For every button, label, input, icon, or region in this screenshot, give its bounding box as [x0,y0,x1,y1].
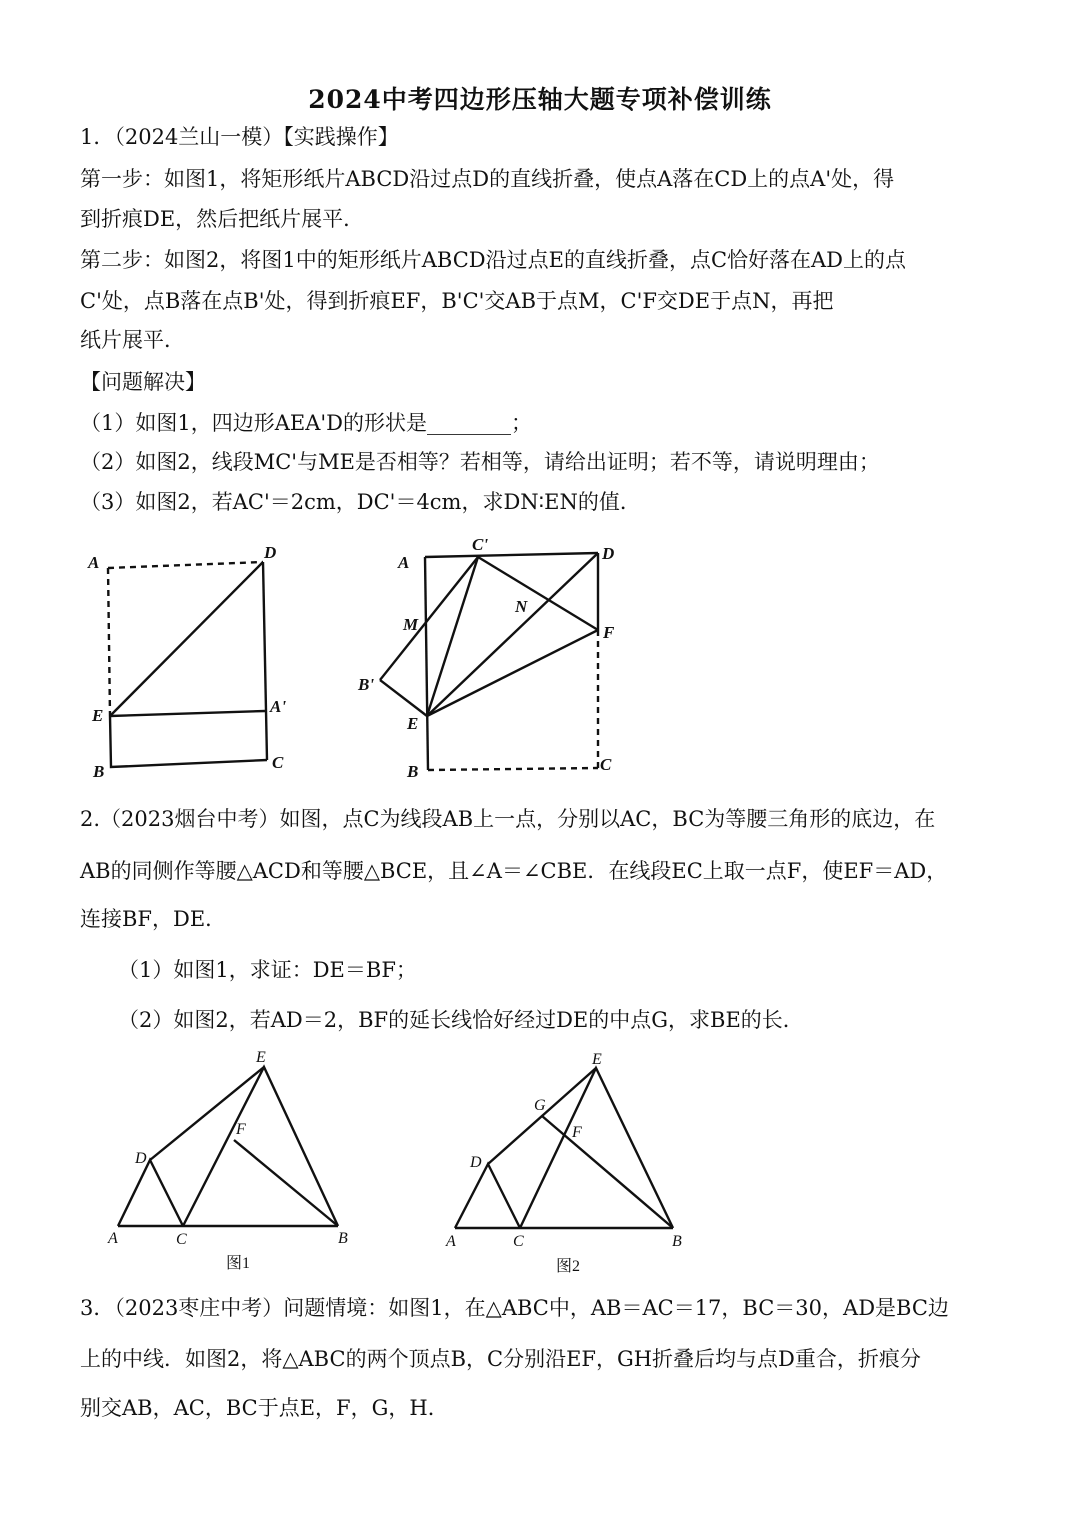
q1-sub2: （2）如图2，线段MC'与ME是否相等？若相等，请给出证明；若不等，请说明理由； [80,450,880,474]
q1f2-label-b: B [407,762,419,781]
q1f2-label-b2: B' [358,675,375,694]
q2f2-label-c: C [513,1233,524,1250]
q2f2-label-a: A [446,1233,456,1250]
q1-step2-line1: 第二步：如图2，将图1中的矩形纸片ABCD沿过点E的直线折叠，点C恰好落在AD上的点 [80,248,907,272]
q2f2-segment-bg [542,1116,673,1228]
q2f2-label-e: E [592,1051,602,1068]
q2-line3: 连接BF，DE． [80,907,227,931]
q1-sub1: （1）如图1，四边形AEA'D的形状是________； [80,411,532,435]
q1-step2-line2: C'处，点B落在点B'处，得到折痕EF，B'C'交AB于点M，C'F交DE于点N，再把 [80,289,834,313]
q1f2-label-f: F [603,623,615,642]
q2f1-label-e: E [256,1049,266,1066]
q2f2-label-d: D [470,1154,482,1171]
q3-line2: 上的中线．如图2，将△ABC的两个顶点B，C分别沿EF，GH折叠后均与点D重合，折痕分 [80,1347,921,1371]
q1-step1-line2: 到折痕DE，然后把纸片展平． [80,207,365,231]
q2f1-caption: 图1 [226,1255,251,1272]
q1-problem-header: 【问题解决】 [80,370,206,394]
q3-line3: 别交AB，AC，BC于点E，F，G，H． [80,1396,449,1420]
q1f1-label-d: D [264,543,277,562]
q1f2-label-a: A [398,553,410,572]
q2f1-label-d: D [135,1150,147,1167]
q2f1-label-f: F [236,1121,246,1138]
q1-step2-line3: 纸片展平． [80,328,185,352]
q1f1-label-e: E [92,706,104,725]
q2f2-label-g: G [534,1097,546,1114]
q2f1-label-b: B [338,1230,348,1247]
q1f2-label-c2: C' [472,535,489,554]
q1f2-label-n: N [515,597,528,616]
q2-sub1: （1）如图1，求证：DE＝BF； [118,958,417,982]
q1f2-label-m: M [403,615,419,634]
q1f1-label-c: C [272,753,284,772]
q1f2-label-d: D [602,544,615,563]
q2f2-caption: 图2 [556,1258,581,1275]
q2f1-label-a: A [108,1230,118,1247]
q2-line1: 2.（2023烟台中考）如图，点C为线段AB上一点，分别以AC，BC为等腰三角形的底边，在 [80,807,936,831]
q2f2-label-f: F [572,1124,582,1141]
q2f2-label-b: B [672,1233,682,1250]
q1f1-label-a: A [88,553,100,572]
q2f2-triangle-acd [455,1164,520,1228]
q1f1-label-b: B [93,762,105,781]
q1f1-label-a2: A' [270,697,287,716]
q2f1-label-c: C [176,1231,187,1248]
q1-header: 1．（2024兰山一模）【实践操作】 [80,125,399,149]
q2f2-triangle-bce [520,1068,673,1228]
q1-step1-line1: 第一步：如图1，将矩形纸片ABCD沿过点D的直线折叠，使点A落在CD上的点A'处，得 [80,167,895,191]
q3-line1: 3．（2023枣庄中考）问题情境：如图1，在△ABC中，AB＝AC＝17，BC＝30，AD是BC边 [80,1296,949,1320]
q2-line2: AB的同侧作等腰△ACD和等腰△BCE，且∠A＝∠CBE．在线段EC上取一点F，使EF＝AD， [80,859,948,883]
q1f2-label-e: E [407,714,419,733]
q1-sub3: （3）如图2，若AC'＝2cm，DC'＝4cm，求DN∶EN的值． [80,490,641,514]
q2-sub2: （2）如图2，若AD＝2，BF的延长线恰好经过DE的中点G，求BE的长． [118,1008,804,1032]
q1f2-label-c: C [600,755,612,774]
page-title: 2024中考四边形压轴大题专项补偿训练 [308,85,772,114]
